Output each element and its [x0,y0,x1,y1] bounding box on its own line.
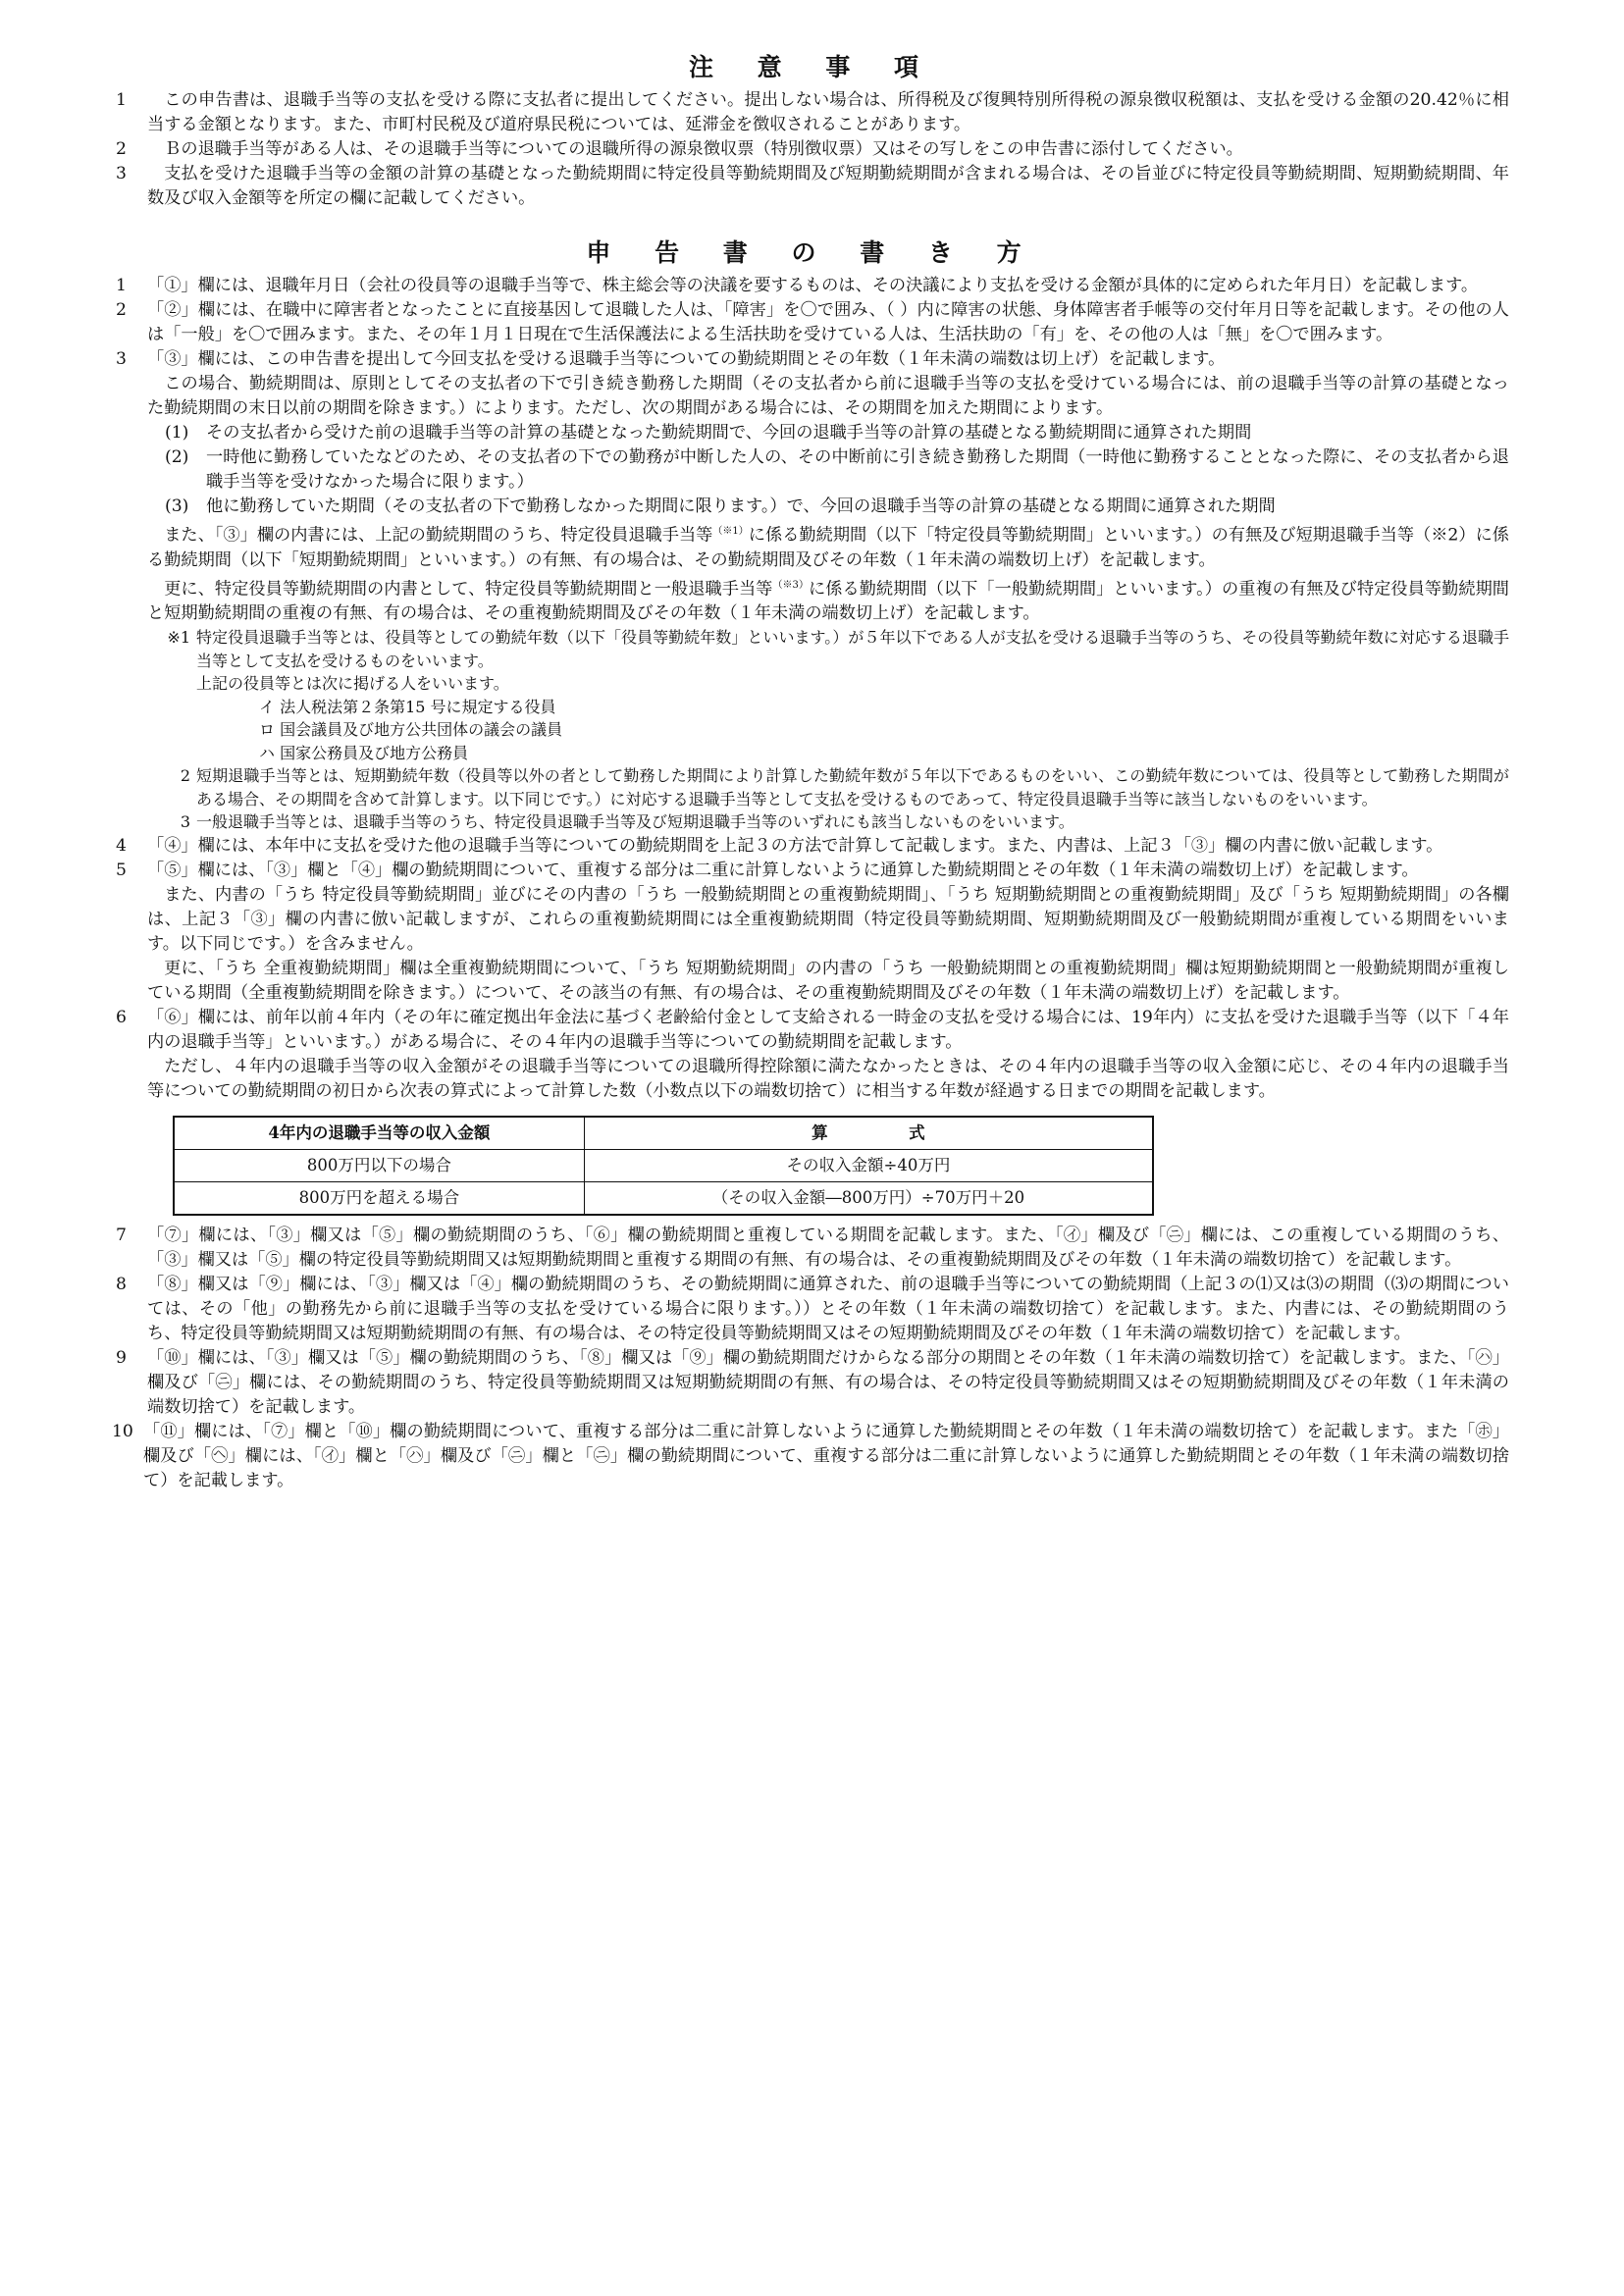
sub-item-number: (1) [165,423,189,443]
item-number: 3 [116,349,127,369]
footnote [147,764,1509,810]
caution-text: 支払を受けた退職手当等の金額の計算の基礎となった勤続期間に特定役員等勤続期間及び短期勤続期間が含まれる場合は、その旨並びに特定役員等勤続期間、短期勤続期間、年数及び収入金額等を所定の欄に記載してください。 [147,164,1509,208]
table-cell: 800万円以下の場合 [174,1149,584,1181]
item-number: 9 [116,1347,127,1368]
footnote-list-item: ロ 国会議員及び地方公共団体の議会の議員 [259,720,563,740]
calculation-table [173,1116,1154,1216]
footnote [147,810,1509,834]
item-paragraph: また、内書の「うち 特定役員等勤続期間」並びにその内書の「うち 一般勤続期間との重複勤続期間」、「うち 短期勤続期間との重複勤続期間」及び「うち 短期勤続期間」の各欄は、上記３「③」欄の内書に倣い記載しますが、これらの重複勤続期間には全重複勤続期間（特定役員等勤続期間、短期勤続期間及び一般勤続期間が重複している期間をいいます。以下同じです。）を含みません。 [147,884,1509,954]
item-text: 「⑦」欄には、「③」欄又は「⑤」欄の勤続期間のうち、「⑥」欄の勤続期間と重複している期間を記載します。また、「㋑」欄及び「㋥」欄には、この重複している期間のうち、「③」欄又は「⑤」欄の特定役員等勤続期間又は短期勤続期間と重複する期間の有無、有の場合は、その重複勤続期間及びその年数（１年未満の端数切捨て）を記載します。 [147,1225,1509,1270]
item-number: 5 [116,860,127,880]
instruction-item-7 [116,1224,1509,1273]
caution-item [116,162,1509,211]
caution-text: この申告書は、退職手当等の支払を受ける際に支払者に提出してください。提出しない場合は、所得税及び復興特別所得税の源泉徴収税額は、支払を受ける金額の20.42％に相当する金額となります。また、市町村民税及び道府県民税については、延滞金を徴収されることがあります。 [147,90,1509,134]
caution-text: Ｂの退職手当等がある人は、その退職手当等についての退職所得の源泉徴収票（特別徴収票）又はその写しをこの申告書に添付してください。 [164,139,1243,159]
caution-number: 3 [116,164,127,183]
table-header: 算 式 [584,1117,1153,1150]
instruction-item-10 [112,1420,1509,1493]
item-number: 8 [116,1274,127,1294]
item-paragraph: この場合、勤続期間は、原則としてその支払者の下で引き続き勤務した期間（その支払者から前に退職手当等の支払を受けている場合には、前の退職手当等の計算の基礎となった勤続期間の末日以前の期間を除きます。）によります。ただし、次の期間がある場合には、その期間を加えた期間によります。 [147,374,1509,418]
instruction-item-1 [116,274,1509,298]
sub-item-number: (3) [165,496,189,516]
footnote-number: ※1 [167,628,190,648]
footnote-text: 上記の役員等とは次に掲げる人をいいます。 [196,674,509,694]
sub-item-text: 一時他に勤務していたなどのため、その支払者の下での勤務が中断した人の、その中断前に引き続き勤務した期間（一時他に勤務することとなった際に、その支払者から退職手当等を受けなかった場合に限ります。） [206,447,1509,492]
item-paragraph: ただし、４年内の退職手当等の収入金額がその退職手当等についての退職所得控除額に満たなかったときは、その４年内の退職手当等の収入金額に応じ、その４年内の退職手当等についての勤続期間の初日から次表の算式によって計算した数（小数点以下の端数切捨て）に相当する年数が経過する日までの期間を記載します。 [147,1056,1509,1101]
instruction-item-3 [116,347,1509,834]
sub-item [165,445,1509,495]
paragraph-part: 更に、特定役員等勤続期間の内書として、特定役員等勤続期間と一般退職手当等 [164,579,773,600]
document-page [112,47,1509,1493]
footnote-list-item: イ 法人税法第２条第15 号に規定する役員 [259,697,556,716]
caution-item [116,88,1509,137]
item-number: 1 [116,276,127,295]
item-paragraph [147,573,1509,627]
instruction-item-8 [116,1273,1509,1346]
item-number: 7 [116,1225,127,1245]
caution-item [116,137,1509,162]
footnote [147,626,1509,764]
table-cell: その収入金額÷40万円 [584,1149,1153,1181]
item-text: 「①」欄には、退職年月日（会社の役員等の退職手当等で、株主総会等の決議を要するものは、その決議により支払を受ける金額が具体的に定められた年月日）を記載します。 [147,276,1479,295]
item-paragraph: 「⑤」欄には、「③」欄と「④」欄の勤続期間について、重複する部分は二重に計算しないように通算した勤続期間とその年数（１年未満の端数切上げ）を記載します。 [147,860,1419,880]
item-number: 10 [112,1421,133,1441]
footnotes [147,626,1509,834]
sub-item-text: その支払者から受けた前の退職手当等の計算の基礎となった勤続期間で、今回の退職手当等の計算の基礎となる勤続期間に通算された期間 [206,423,1252,443]
paragraph-part: に係る勤続期間（以下「一般勤続期間」といいます。）の重複の有無及び特定役員等勤続期間と短期勤続期間の重複の有無、有の場合は、その重複勤続期間及びその年数（１年未満の端数切上げ）を記載します。 [147,579,1509,624]
instruction-item-9 [116,1346,1509,1420]
sub-item-text: 他に勤務していた期間（その支払者の下で勤務しなかった期間に限ります。）で、今回の退職手当等の計算の基礎となる期間に通算された期間 [206,496,1276,516]
table-header: 4年内の退職手当等の収入金額 [174,1117,584,1150]
item-text: 「⑧」欄又は「⑨」欄には、「③」欄又は「④」欄の勤続期間のうち、その勤続期間に通算された、前の退職手当等についての勤続期間（上記３の⑴又は⑶の期間（⑶の期間については、その「他」の勤務先から前に退職手当等の支払を受けている場合に限ります。））とその年数（１年未満の端数切捨て）を記載します。また、内書には、その勤続期間のうち、特定役員等勤続期間又は短期勤続期間の有無、有の場合は、その特定役員等勤続期間又はその短期勤続期間及びその年数（１年未満の端数切捨て）を記載します。 [147,1274,1509,1343]
instruction-item-6 [116,1006,1509,1224]
item-text: 「④」欄には、本年中に支払を受けた他の退職手当等についての勤続期間を上記３の方法で計算して記載します。また、内書は、上記３「③」欄の内書に倣い記載します。 [147,835,1443,856]
footnote-number: 2 [180,766,190,786]
footnote-text: 特定役員退職手当等とは、役員等としての勤続年数（以下「役員等勤続年数」といいます。）が５年以下である人が支払を受ける退職手当等のうち、その役員等勤続年数に対応する退職手当等として支払を受けるものをいいます。 [196,628,1509,670]
table-cell: 800万円を超える場合 [174,1181,584,1215]
sub-item-number: (2) [165,447,189,467]
caution-number: 1 [116,90,127,110]
instruction-item-4 [116,834,1509,859]
footnote-number: 3 [180,812,190,832]
paragraph-part: に係る勤続期間（以下「特定役員等勤続期間」といいます。）の有無及び短期退職手当等（※2）に係る勤続期間（以下「短期勤続期間」といいます。）の有無、有の場合は、その勤続期間及びその年数（１年未満の端数切上げ）を記載します。 [147,525,1509,570]
item-number: 4 [116,835,127,856]
table-row [174,1181,1153,1215]
item-number: 6 [116,1007,127,1027]
table-cell: （その収入金額―800万円）÷70万円＋20 [584,1181,1153,1215]
sub-item [165,421,1509,445]
footnote-text: 一般退職手当等とは、退職手当等のうち、特定役員退職手当等及び短期退職手当等のいずれにも該当しないものをいいます。 [196,812,1074,832]
footnote-ref: （※1） [712,526,749,537]
item-paragraph: 「③」欄には、この申告書を提出して今回支払を受ける退職手当等についての勤続期間とその年数（１年未満の端数は切上げ）を記載します。 [147,349,1226,369]
instruction-item-2 [116,298,1509,347]
heading-cautions: 注 意 事 項 [688,53,937,81]
footnote-text: 短期退職手当等とは、短期勤続年数（役員等以外の者として勤務した期間により計算した勤続年数が５年以下であるものをいい、この勤続年数については、役員等として勤務した期間がある場合、その期間を含めて計算します。以下同じです。）に対応する退職手当等として支払を受けるものであって、特定役員退職手当等に該当しないものをいいます。 [196,766,1509,809]
caution-number: 2 [116,139,127,159]
item-paragraph: 更に、「うち 全重複勤続期間」欄は全重複勤続期間について、「うち 短期勤続期間」の内書の「うち 一般勤続期間との重複勤続期間」欄は短期勤続期間と一般勤続期間が重複している期間（全重複勤続期間を除きます。）について、その該当の有無、有の場合は、その重複勤続期間及びその年数（１年未満の端数切上げ）を記載します。 [147,958,1509,1003]
item-paragraph [147,519,1509,573]
heading-how-to-fill: 申 告 書 の 書 き 方 [586,238,1039,267]
paragraph-part: また、「③」欄の内書には、上記の勤続期間のうち、特定役員退職手当等 [164,525,713,546]
sub-item [165,495,1509,519]
item-text: 「⑩」欄には、「③」欄又は「⑤」欄の勤続期間のうち、「⑧」欄又は「⑨」欄の勤続期間だけからなる部分の期間とその年数（１年未満の端数切捨て）を記載します。また、「㋩」欄及び「㋥」欄には、その勤続期間のうち、特定役員等勤続期間又は短期勤続期間の有無、有の場合は、その特定役員等勤続期間又はその短期勤続期間及びその年数（１年未満の端数切捨て）を記載します。 [147,1347,1509,1417]
instruction-item-5 [116,859,1509,1006]
item-text: 「⑪」欄には、「⑦」欄と「⑩」欄の勤続期間について、重複する部分は二重に計算しないように通算した勤続期間とその年数（１年未満の端数切捨て）を記載します。また「㋭」欄及び「㋬」欄には、「㋑」欄と「㋩」欄及び「㋥」欄と「㋥」欄の勤続期間について、重複する部分は二重に計算しないように通算した勤続期間とその年数（１年未満の端数切捨て）を記載します。 [143,1421,1509,1490]
item-text: 「②」欄には、在職中に障害者となったことに直接基因して退職した人は、「障害」を〇で囲み、（ ）内に障害の状態、身体障害者手帳等の交付年月日等を記載します。その他の人は「一般」を〇で囲みます。また、その年１月１日現在で生活保護法による生活扶助を受けている人は、生活扶助の「有」を、その他の人は「無」を〇で囲みます。 [147,300,1509,344]
footnote-ref: （※3） [772,579,810,591]
item-number: 2 [116,300,127,320]
table-row [174,1149,1153,1181]
item-paragraph: 「⑥」欄には、前年以前４年内（その年に確定拠出年金法に基づく老齢給付金として支給される一時金の支払を受ける場合には、19年内）に支払を受けた退職手当等（以下「４年内の退職手当等」といいます。）がある場合に、その４年内の退職手当等についての勤続期間を記載します。 [147,1007,1509,1052]
footnote-list-item: ハ 国家公務員及び地方公務員 [259,743,469,762]
table-header-row [174,1117,1153,1150]
